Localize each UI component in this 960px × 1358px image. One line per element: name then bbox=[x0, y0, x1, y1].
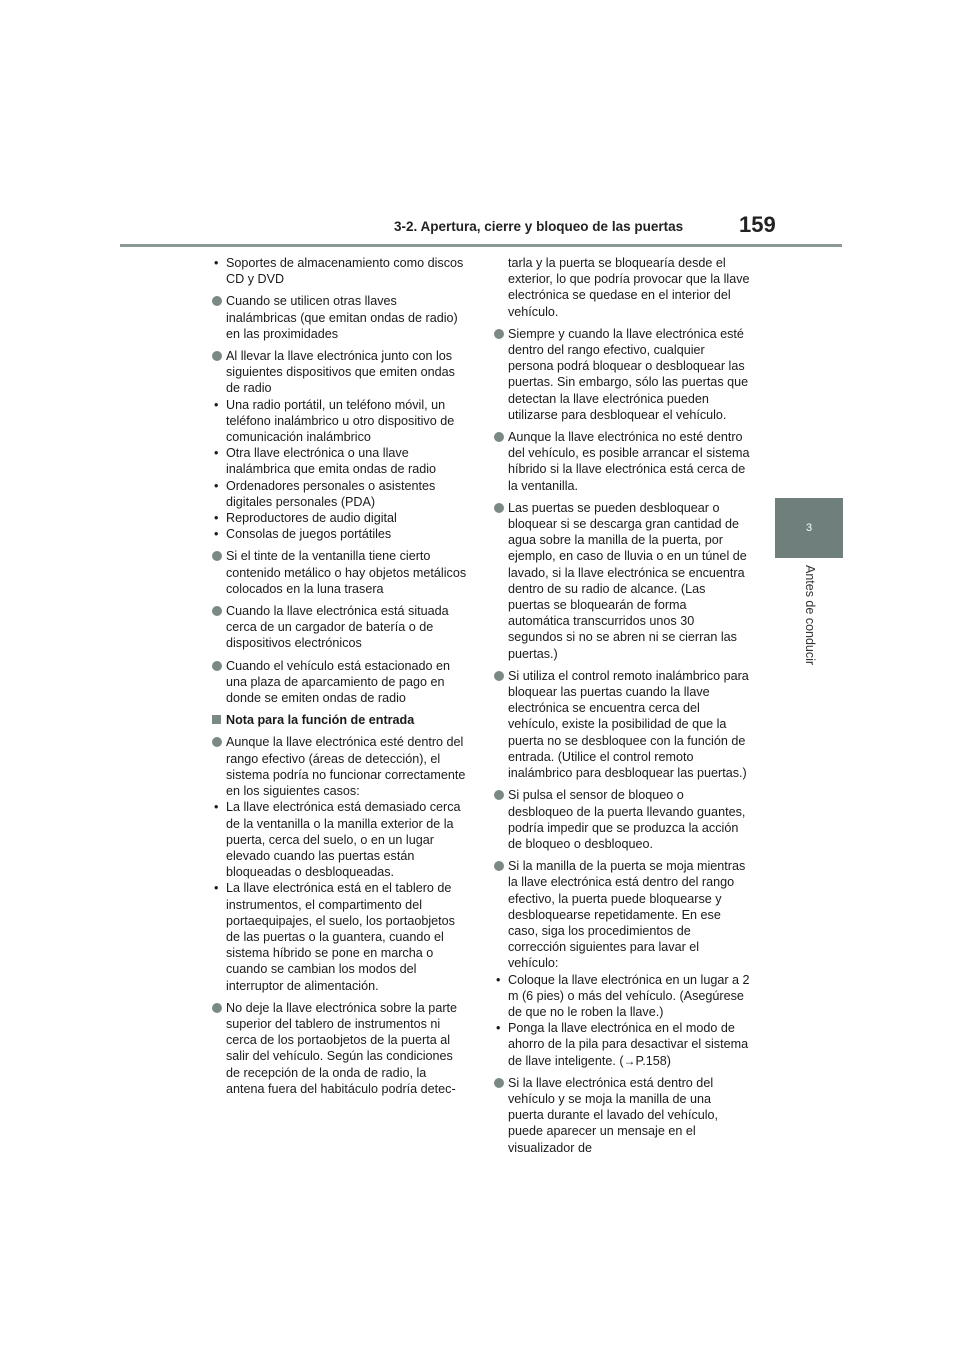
list-item bbox=[212, 293, 468, 342]
circle-bullet-icon bbox=[494, 790, 504, 800]
circle-bullet-icon bbox=[494, 503, 504, 513]
sub-item-text: La llave electrónica está demasiado cerca de la ventanilla o la manilla exterior de la puerta, cerca del suelo, o en un lugar elevado cuando las puertas están bloqueadas o desbloqueadas. bbox=[226, 800, 461, 880]
list-item bbox=[494, 787, 750, 852]
list-item bbox=[212, 603, 468, 652]
sub-item-text: Ordenadores personales o asistentes digitales personales (PDA) bbox=[226, 478, 436, 509]
list-item bbox=[494, 429, 750, 494]
item-text: tarla y la puerta se bloquearía desde el exterior, lo que podría provocar que la llave electrónica se quedase en el interior del vehículo. bbox=[508, 256, 750, 319]
circle-bullet-icon bbox=[212, 296, 222, 306]
chapter-tab bbox=[775, 498, 843, 558]
left-column bbox=[212, 255, 468, 1103]
chapter-number: 3 bbox=[805, 522, 813, 534]
chapter-label: Antes de conducir bbox=[803, 565, 817, 666]
list-item bbox=[212, 658, 468, 707]
circle-bullet-icon bbox=[212, 737, 222, 747]
list-item: Aunque la llave electrónica esté dentro del rango efectivo (áreas de detección), el sistema podría no funcionar correctamente en los siguientes casos: • La llave electrónica está demasiado cerca de la ventanilla o la manilla exterior de la puerta, cerca del suelo, o en un lugar elevado cuando las puertas están bloqueadas o desbloqueadas. • La llave electrónica está en el tablero de instrumentos, el compartimento del portaequipajes, el suelo, los portaobjetos de las puertas o la guantera, cuando el sistema híbrido se pone en marcha o cuando se cambian los modos del interruptor de alimentación. bbox=[214, 735, 466, 993]
item-text: Si pulsa el sensor de bloqueo o desbloqueo de la puerta llevando guantes, podría impedir que se produzca la acción de bloqueo o desbloqueo. bbox=[508, 788, 746, 851]
circle-bullet-icon bbox=[212, 351, 222, 361]
circle-bullet-icon bbox=[494, 861, 504, 871]
page-number: 159 bbox=[739, 212, 776, 237]
sub-item-text: Otra llave electrónica o una llave inalámbrica que emita ondas de radio bbox=[226, 446, 437, 477]
item-text: Si la manilla de la puerta se moja mientras la llave electrónica está dentro del rango efectivo, la puerta puede bloquearse y desbloquearse repetidamente. En ese caso, siga los procedimientos de corrección siguientes para lavar el vehículo: bbox=[508, 859, 746, 971]
item-text: Cuando el vehículo está estacionado en una plaza de aparcamiento de pago en donde se emiten ondas de radio bbox=[226, 658, 451, 706]
list-item bbox=[212, 1000, 468, 1097]
item-text: Aunque la llave electrónica no esté dentro del vehículo, es posible arrancar el sistema híbrido si la llave electrónica está cerca de la ventanilla. bbox=[508, 430, 750, 493]
circle-bullet-icon bbox=[212, 606, 222, 616]
sub-item-text: Ponga la llave electrónica en el modo de ahorro de la pila para desactivar el sistema de llave inteligente. ( bbox=[508, 1021, 749, 1068]
sub-item-text: Coloque la llave electrónica en un lugar a 2 m (6 pies) o más del vehículo. (Asegúrese de que no le roben la llave.) bbox=[508, 972, 750, 1019]
circle-bullet-icon bbox=[212, 551, 222, 561]
list-item-continued bbox=[494, 255, 750, 320]
item-text: Siempre y cuando la llave electrónica esté dentro del rango efectivo, cualquier persona podrá bloquear o desbloquear las puertas. Sin embargo, sólo las puertas que detectan la llave electrónica pueden utilizarse para desbloquear el vehículo. bbox=[508, 326, 749, 422]
list-item: Al llevar la llave electrónica junto con los siguientes dispositivos que emiten ondas de radio • Una radio portátil, un teléfono móvil, un teléfono inalámbrico u otro dispositivo de comunicación inalámbrico • Otra llave electrónica o una llave inalámbrica que emita ondas de radio • Ordenadores personales o asistentes digitales personales (PDA) • Reproductores de audio digital • Consolas de juegos portátiles bbox=[214, 349, 455, 542]
square-bullet-icon bbox=[212, 715, 221, 724]
circle-bullet-icon bbox=[494, 671, 504, 681]
circle-bullet-icon bbox=[212, 661, 222, 671]
list-item bbox=[212, 548, 468, 597]
sub-item-text: Una radio portátil, un teléfono móvil, un teléfono inalámbrico u otro dispositivo de comunicación inalámbrico bbox=[226, 397, 455, 445]
item-text: Las puertas se pueden desbloquear o bloquear si se descarga gran cantidad de agua sobre la manilla de la puerta, por ejemplo, en caso de lluvia o en un túnel de lavado, si la llave electrónica se encuentra dentro de su radio de alcance. (Las puertas se bloquearán de forma automática transcurridos unos 30 segundos si no se abren ni se cierran las puertas.) bbox=[508, 500, 747, 661]
item-text: Cuando se utilicen otras llaves inalámbricas (que emitan ondas de radio) en las proximidades bbox=[226, 294, 458, 341]
list-item bbox=[494, 1075, 750, 1156]
subsection-heading bbox=[212, 712, 468, 728]
header-divider bbox=[120, 244, 842, 247]
item-text: Si el tinte de la ventanilla tiene cierto contenido metálico o hay objetos metálicos colocados en la luna trasera bbox=[226, 549, 467, 596]
page-reference-link[interactable]: P.158) bbox=[635, 1053, 671, 1068]
item-text: Aunque la llave electrónica esté dentro del rango efectivo (áreas de detección), el sistema podría no funcionar correctamente en los siguientes casos: bbox=[226, 735, 466, 799]
circle-bullet-icon bbox=[212, 1003, 222, 1013]
sub-item-text: Reproductores de audio digital bbox=[226, 511, 397, 526]
circle-bullet-icon bbox=[494, 329, 504, 339]
list-item: • Soportes de almacenamiento como discos CD y DVD bbox=[214, 256, 464, 287]
sub-item-text: Consolas de juegos portátiles bbox=[226, 527, 392, 542]
arrow-right-icon: → bbox=[623, 1053, 636, 1068]
list-item bbox=[494, 668, 750, 781]
list-item bbox=[494, 500, 750, 662]
item-text: Al llevar la llave electrónica junto con los siguientes dispositivos que emiten ondas de radio bbox=[226, 349, 455, 396]
list-item bbox=[494, 326, 750, 423]
section-title: 3-2. Apertura, cierre y bloqueo de las puertas bbox=[394, 219, 684, 234]
heading-text: Nota para la función de entrada bbox=[226, 713, 415, 728]
circle-bullet-icon bbox=[494, 432, 504, 442]
item-text: No deje la llave electrónica sobre la parte superior del tablero de instrumentos ni cerca de los portaobjetos de la puerta al salir del vehículo. Según las condiciones de recepción de la onda de radio, la antena fuera del habitáculo podría detec- bbox=[226, 1000, 458, 1096]
list-item: Si la manilla de la puerta se moja mientras la llave electrónica está dentro del rango efectivo, la puerta puede bloquearse y desbloquearse repetidamente. En ese caso, siga los procedimientos de corrección siguientes para lavar el vehículo: • Coloque la llave electrónica en un lugar a 2 m (6 pies) o más del vehículo. (Asegúrese de que no le roben la llave.) • Ponga la llave electrónica en el modo de ahorro de la pila para desactivar el sistema de llave inteligente. (→P.158) bbox=[496, 859, 750, 1068]
item-text: Si la llave electrónica está dentro del vehículo y se moja la manilla de una puerta durante el lavado del vehículo, puede aparecer un mensaje en el visualizador de bbox=[508, 1075, 719, 1155]
right-column bbox=[494, 255, 750, 1162]
item-text: Cuando la llave electrónica está situada cerca de un cargador de batería o de dispositivos electrónicos bbox=[226, 604, 449, 651]
sub-item-text: La llave electrónica está en el tablero de instrumentos, el compartimento del portaequipajes, el suelo, los portaobjetos de las puertas o la guantera, cuando el sistema híbrido se pone en marcha o cuando se cambian los modos del interruptor de alimentación. bbox=[226, 881, 455, 993]
circle-bullet-icon bbox=[494, 1078, 504, 1088]
sub-item-text: Soportes de almacenamiento como discos CD y DVD bbox=[226, 256, 464, 287]
item-text: Si utiliza el control remoto inalámbrico para bloquear las puertas cuando la llave electrónica se encuentra cerca del vehículo, existe la posibilidad de que la puerta no se desbloquee con la función de entrada. (Utilice el control remoto inalámbrico para desbloquear las puertas.) bbox=[508, 668, 749, 781]
